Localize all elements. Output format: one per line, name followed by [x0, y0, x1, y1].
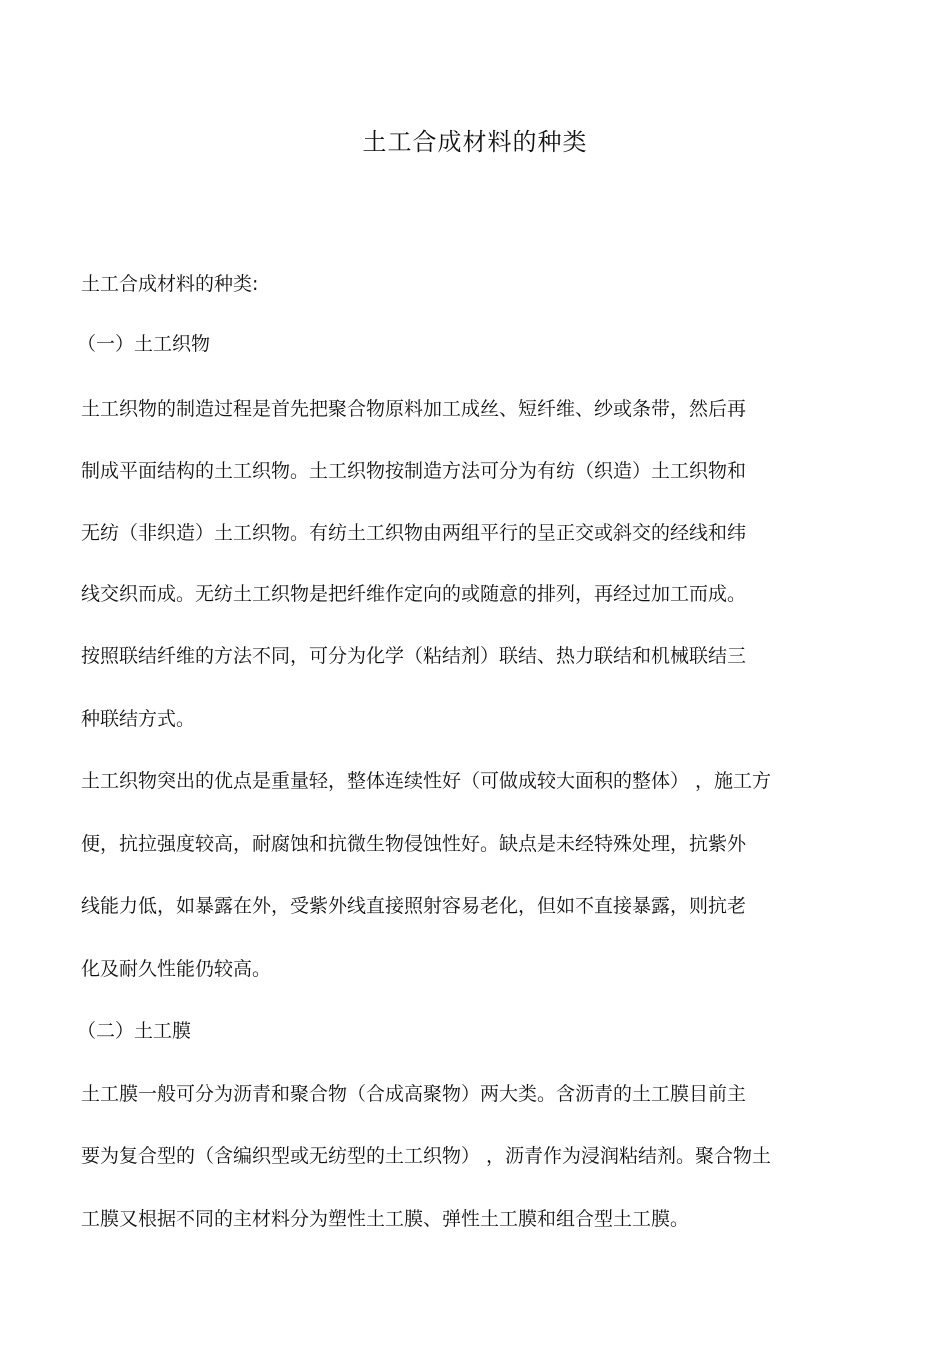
paragraph-line: 按照联结纤维的方法不同，可分为化学（粘结剂）联结、热力联结和机械联结三 — [81, 645, 747, 667]
paragraph-line: 无纺（非织造）土工织物。有纺土工织物由两组平行的呈正交或斜交的经线和纬 — [81, 522, 747, 544]
paragraph-line: 种联结方式。 — [81, 708, 196, 730]
paragraph-line: 线交织而成。无纺土工织物是把纤维作定向的或随意的排列，再经过加工而成。 — [81, 583, 747, 605]
paragraph-line: 化及耐久性能仍较高。 — [81, 958, 272, 980]
paragraph-line: 制成平面结构的土工织物。土工织物按制造方法可分为有纺（织造）土工织物和 — [81, 460, 747, 482]
paragraph-line: 土工织物的制造过程是首先把聚合物原料加工成丝、短纤维、纱或条带，然后再 — [81, 398, 747, 420]
paragraph-line: 线能力低，如暴露在外，受紫外线直接照射容易老化，但如不直接暴露，则抗老 — [81, 895, 747, 917]
paragraph-line: 便，抗拉强度较高，耐腐蚀和抗微生物侵蚀性好。缺点是未经特殊处理，抗紫外 — [81, 833, 747, 855]
section-heading-geotextile: （一）土工织物 — [77, 333, 211, 355]
paragraph-line: 工膜又根据不同的主材料分为塑性土工膜、弹性土工膜和组合型土工膜。 — [81, 1208, 690, 1230]
section-heading-geomembrane: （二）土工膜 — [77, 1020, 192, 1042]
document-title: 土工合成材料的种类 — [362, 128, 588, 156]
intro-line: 土工合成材料的种类: — [81, 273, 259, 295]
paragraph-line: 土工织物突出的优点是重量轻，整体连续性好（可做成较大面积的整体） ，施工方 — [81, 770, 772, 792]
paragraph-line: 土工膜一般可分为沥青和聚合物（合成高聚物）两大类。含沥青的土工膜目前主 — [81, 1083, 747, 1105]
paragraph-line: 要为复合型的（含编织型或无纺型的土工织物） ，沥青作为浸润粘结剂。聚合物土 — [81, 1145, 772, 1167]
